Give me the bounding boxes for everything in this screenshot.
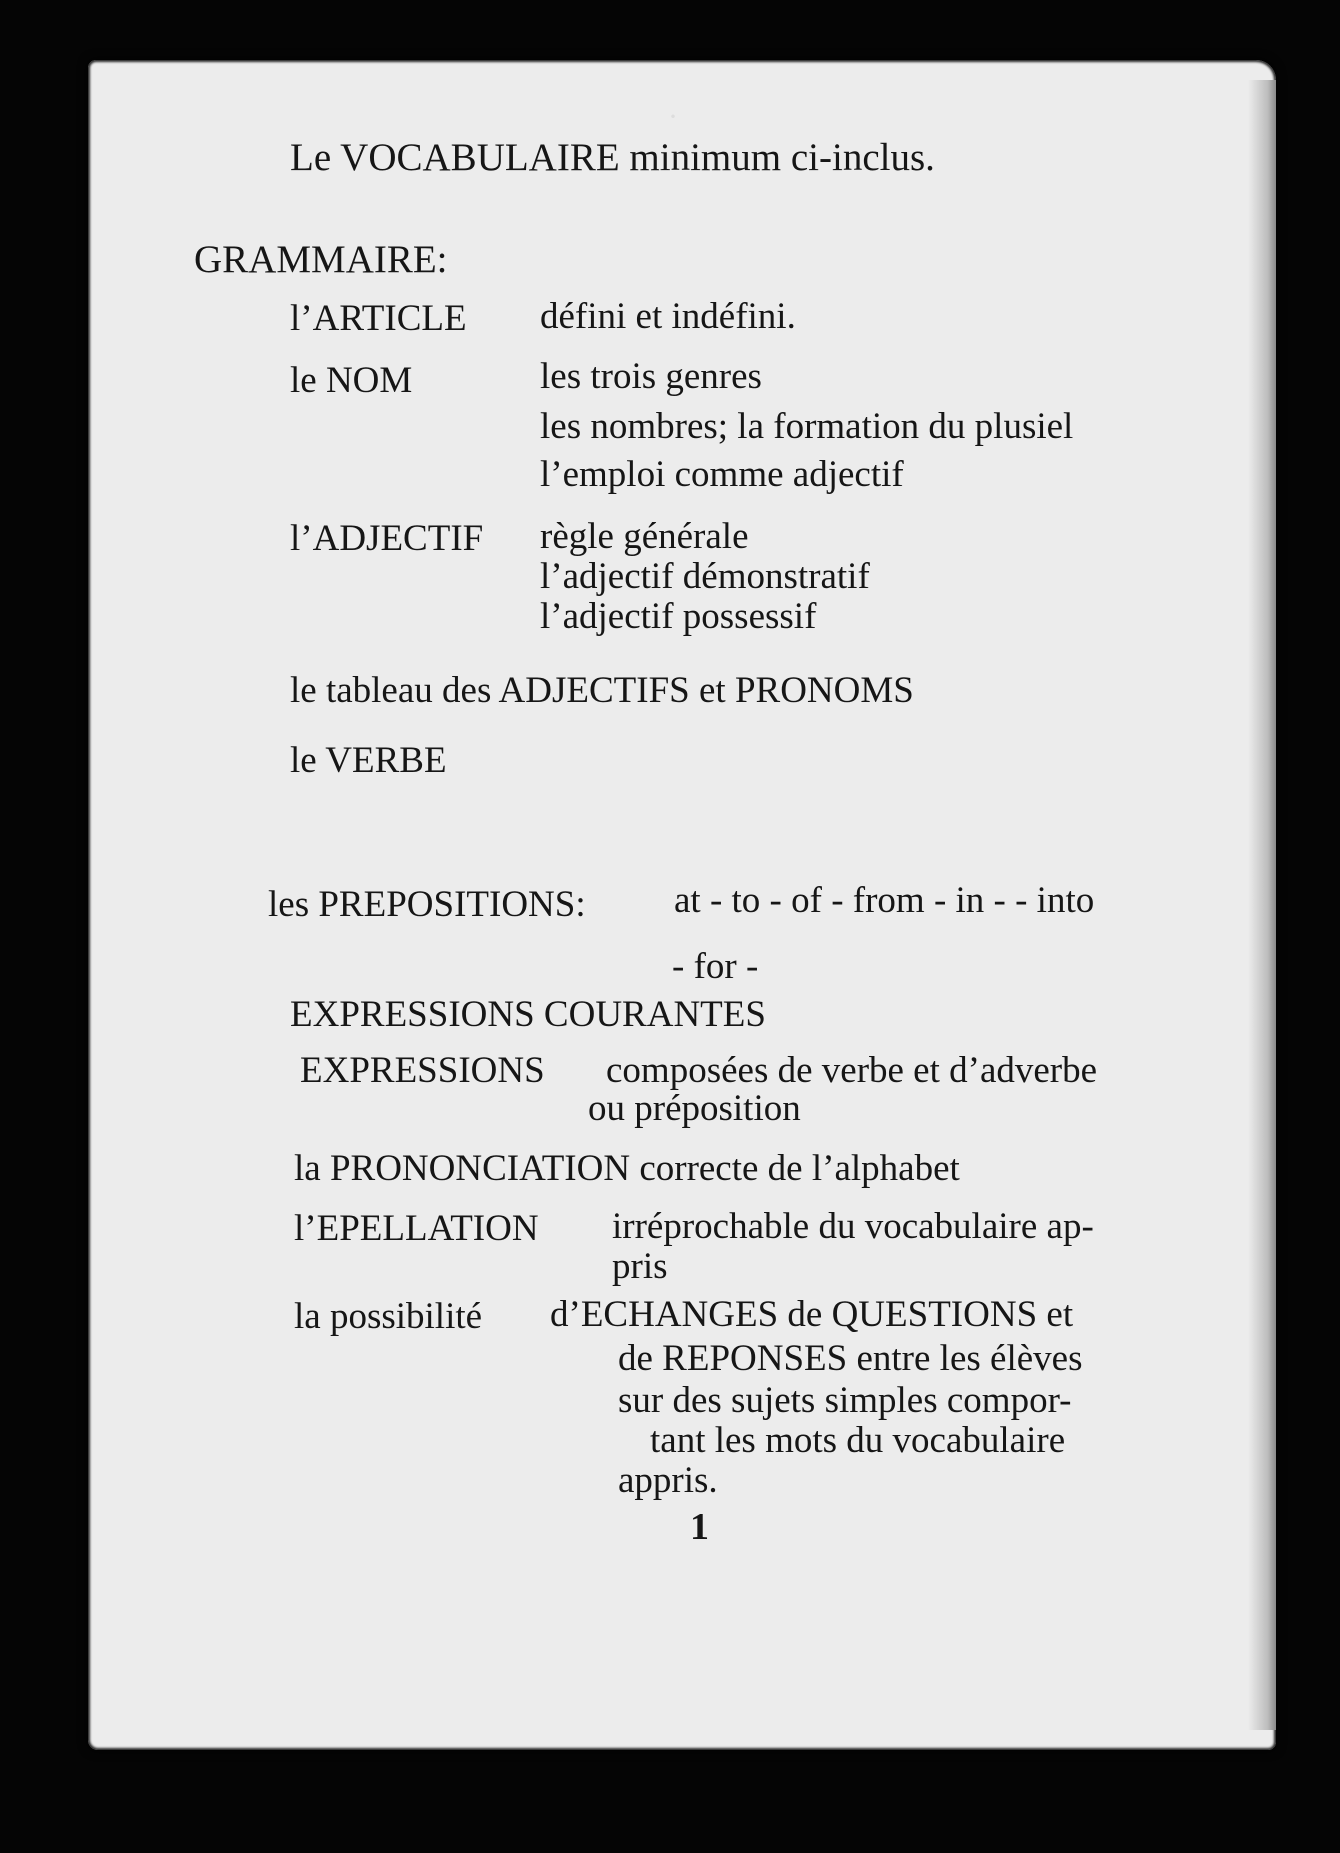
echanges-term: la possibilité <box>294 1296 483 1337</box>
grammar-desc-nom-2: les nombres; la formation du plusiel <box>540 406 1074 447</box>
echanges-line5: appris. <box>618 1460 718 1501</box>
adjectives-pronouns-table-line: le tableau des ADJECTIFS et PRONOMS <box>290 670 914 711</box>
epellation-term: l’EPELLATION <box>294 1208 539 1249</box>
grammar-term-nom: le NOM <box>290 360 413 401</box>
prepositions-label: les PREPOSITIONS: <box>268 884 586 925</box>
expressions-composees-term: EXPRESSIONS <box>300 1050 545 1091</box>
expressions-composees-line2: ou préposition <box>588 1088 801 1129</box>
grammar-desc-nom-1: les trois genres <box>540 356 762 397</box>
prononciation-line: la PRONONCIATION correcte de l’alphabet <box>294 1148 960 1189</box>
epellation-line2: pris <box>612 1246 668 1287</box>
prepositions-for: - for - <box>672 946 759 987</box>
epellation-line1: irréprochable du vocabulaire ap- <box>612 1206 1094 1247</box>
expressions-composees-line1: composées de verbe et d’adverbe <box>606 1050 1098 1091</box>
prepositions-list: at - to - of - from - in - - into <box>674 880 1095 921</box>
verb-line: le VERBE <box>290 740 447 781</box>
grammar-heading: GRAMMAIRE: <box>194 238 448 281</box>
expressions-courantes: EXPRESSIONS COURANTES <box>290 994 766 1035</box>
grammar-term-adjectif: l’ADJECTIF <box>290 518 484 559</box>
page-title: Le VOCABULAIRE minimum ci-inclus. <box>290 136 935 179</box>
echanges-line4: tant les mots du vocabulaire <box>650 1420 1066 1461</box>
speck-mark: · <box>668 100 678 133</box>
grammar-desc-nom-3: l’emploi comme adjectif <box>540 454 904 495</box>
grammar-desc-adjectif-2: l’adjectif démonstratif <box>540 556 870 597</box>
page-edge-shadow <box>1248 80 1276 1730</box>
grammar-term-article: l’ARTICLE <box>290 298 467 339</box>
grammar-desc-adjectif-1: règle générale <box>540 516 749 557</box>
echanges-line3: sur des sujets simples compor- <box>618 1380 1072 1421</box>
echanges-line1: d’ECHANGES de QUESTIONS et <box>550 1294 1074 1335</box>
grammar-desc-adjectif-3: l’adjectif possessif <box>540 596 817 637</box>
grammar-desc-article: défini et indéfini. <box>540 296 796 337</box>
page-number: 1 <box>690 1506 709 1548</box>
document-page <box>88 60 1276 1750</box>
echanges-line2: de REPONSES entre les élèves <box>618 1338 1083 1379</box>
